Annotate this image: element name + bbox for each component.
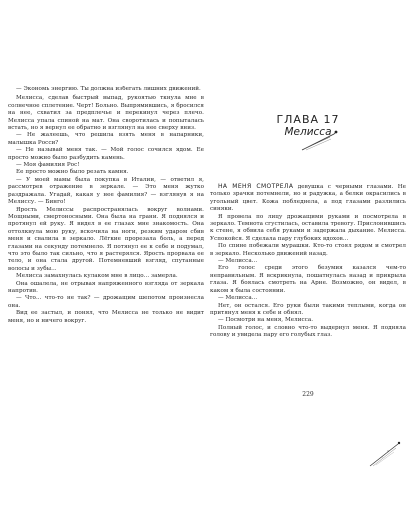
left-paragraph-7: — У моей мамы была покупка в Италии, — ответил я, рассмотрев отражение в зеркале. — Это меня жутко раздражала. Угадай, какая у нее фамилия? — взглянув я на Мелиссу. — Бинго! [8,176,204,206]
left-paragraph-1: — Экономь энергию. Ты должна избегать лишних движений. [16,86,201,92]
right-paragraph-7: Нет, он остался. Его руки были такими теплыми, когда он притянул меня к себе и обнял. [210,302,406,316]
chapter-name: Мелисса [284,126,332,138]
right-paragraph-1-text: девушка с черными глазами. Не только зрачки потемнели, но и радужка, а белки окрасились в угольный цвет. Кожа побледнела, а под глазами разлились синяки. [210,184,407,213]
chapter-number: ГЛАВА 17 [276,113,340,126]
lead-words: НА МЕНЯ СМОТРЕЛА [218,183,294,190]
left-paragraph-6: Ее просто можно было резать камня. [16,169,129,176]
right-paragraph-1 [210,183,406,214]
right-paragraph-3: По спине побежали мурашки. Кто-то стоял рядом и смотрел в зеркало. Несколько движений назад. [210,243,406,257]
left-paragraph-9: Мелисса замахнулась кулаком мне в лицо... замерла. [16,273,178,280]
left-paragraph-5: — Моя фамилия Рос! [16,162,80,169]
corner-comet-icon [368,440,404,468]
comet-icon [300,130,340,152]
right-paragraph-8: — Посмотри на меня, Мелисса. [218,317,314,324]
left-paragraph-4: — Не называй меня так. — Мой голос сочился ядом. Ее просто можно было разбудить камень. [8,147,204,161]
right-paragraph-5: Его голос среди этого безумия казался чем-то неправильным. Я вскрикнула, пошатнулась назад и прикрыла глаза. Я боялась смотреть на Арне. Возможно, он видел, в каком я была состоянии. [210,265,406,294]
left-paragraph-12: Вид ее застыл, и понял, что Мелисса не только не видит меня, но и ничего вокруг. [8,310,204,324]
right-page-text [210,183,406,340]
left-paragraph-10: Она ошалела, не отрывая напряженного взгляда от зеркала напротив. [8,280,204,294]
right-paragraph-6: — Мелисса... [218,295,258,302]
left-paragraph-8: Ярость Мелиссы распространялась вокруг волнами. Мощными, смертоносными. Она была на грани. Я поднялся и протянул ей руку. Я видел в ее глазах мне знакомость. Она оттолкнула мою руку, вскочила на ноги, резким ударом сбив меня и свалила в зеркало. Лёгкие прорезала боль, а перед глазами на секунду потемнело. Я потянул ее к себе и подумал, что это было так сильно, что я растерялся. Ярость прорвала ее тело, и она стала другой. Потемневший взгляд, спутанные волосы и зубы... [8,206,204,272]
left-paragraph-11: — Что... что-то не так? — дрожащим шепотом произнесла она. [8,295,204,309]
right-paragraph-2: Я провела по лицу дрожащими руками и посмотрела в зеркало. Темнота сгустилась, оставила тревогу. Прислонившись к стене, я обвила себя руками и задержала дыхание. Мелисса. Успокойся. Я сделала пару глубоких вдохов... [210,213,406,242]
left-paragraph-2: Мелисса, сделав быстрый выпад, рукоятью ткнула мне в солнечное сплетение. Черт! Больно. Выпрямившись, я бросился на нее, схватил за предплечье и перекинул через плечо. Мелисса упала спиной на мат. Она своротилась и попыталась встать, но я вернул ее обратно и взглянул на нее сверху вниз. [8,95,204,132]
left-page [8,86,204,506]
page-number: 229 [302,391,314,398]
left-paragraph-3: — Не жалеешь, что решила взять меня в напарники, малышка Росси? [8,132,204,146]
right-paragraph-9: Полный голос, и словно что-то выдернул меня. Я подняла голову и увидела пару его голубых глаз. [210,324,406,339]
right-paragraph-4: — Мелисса... [218,258,258,265]
